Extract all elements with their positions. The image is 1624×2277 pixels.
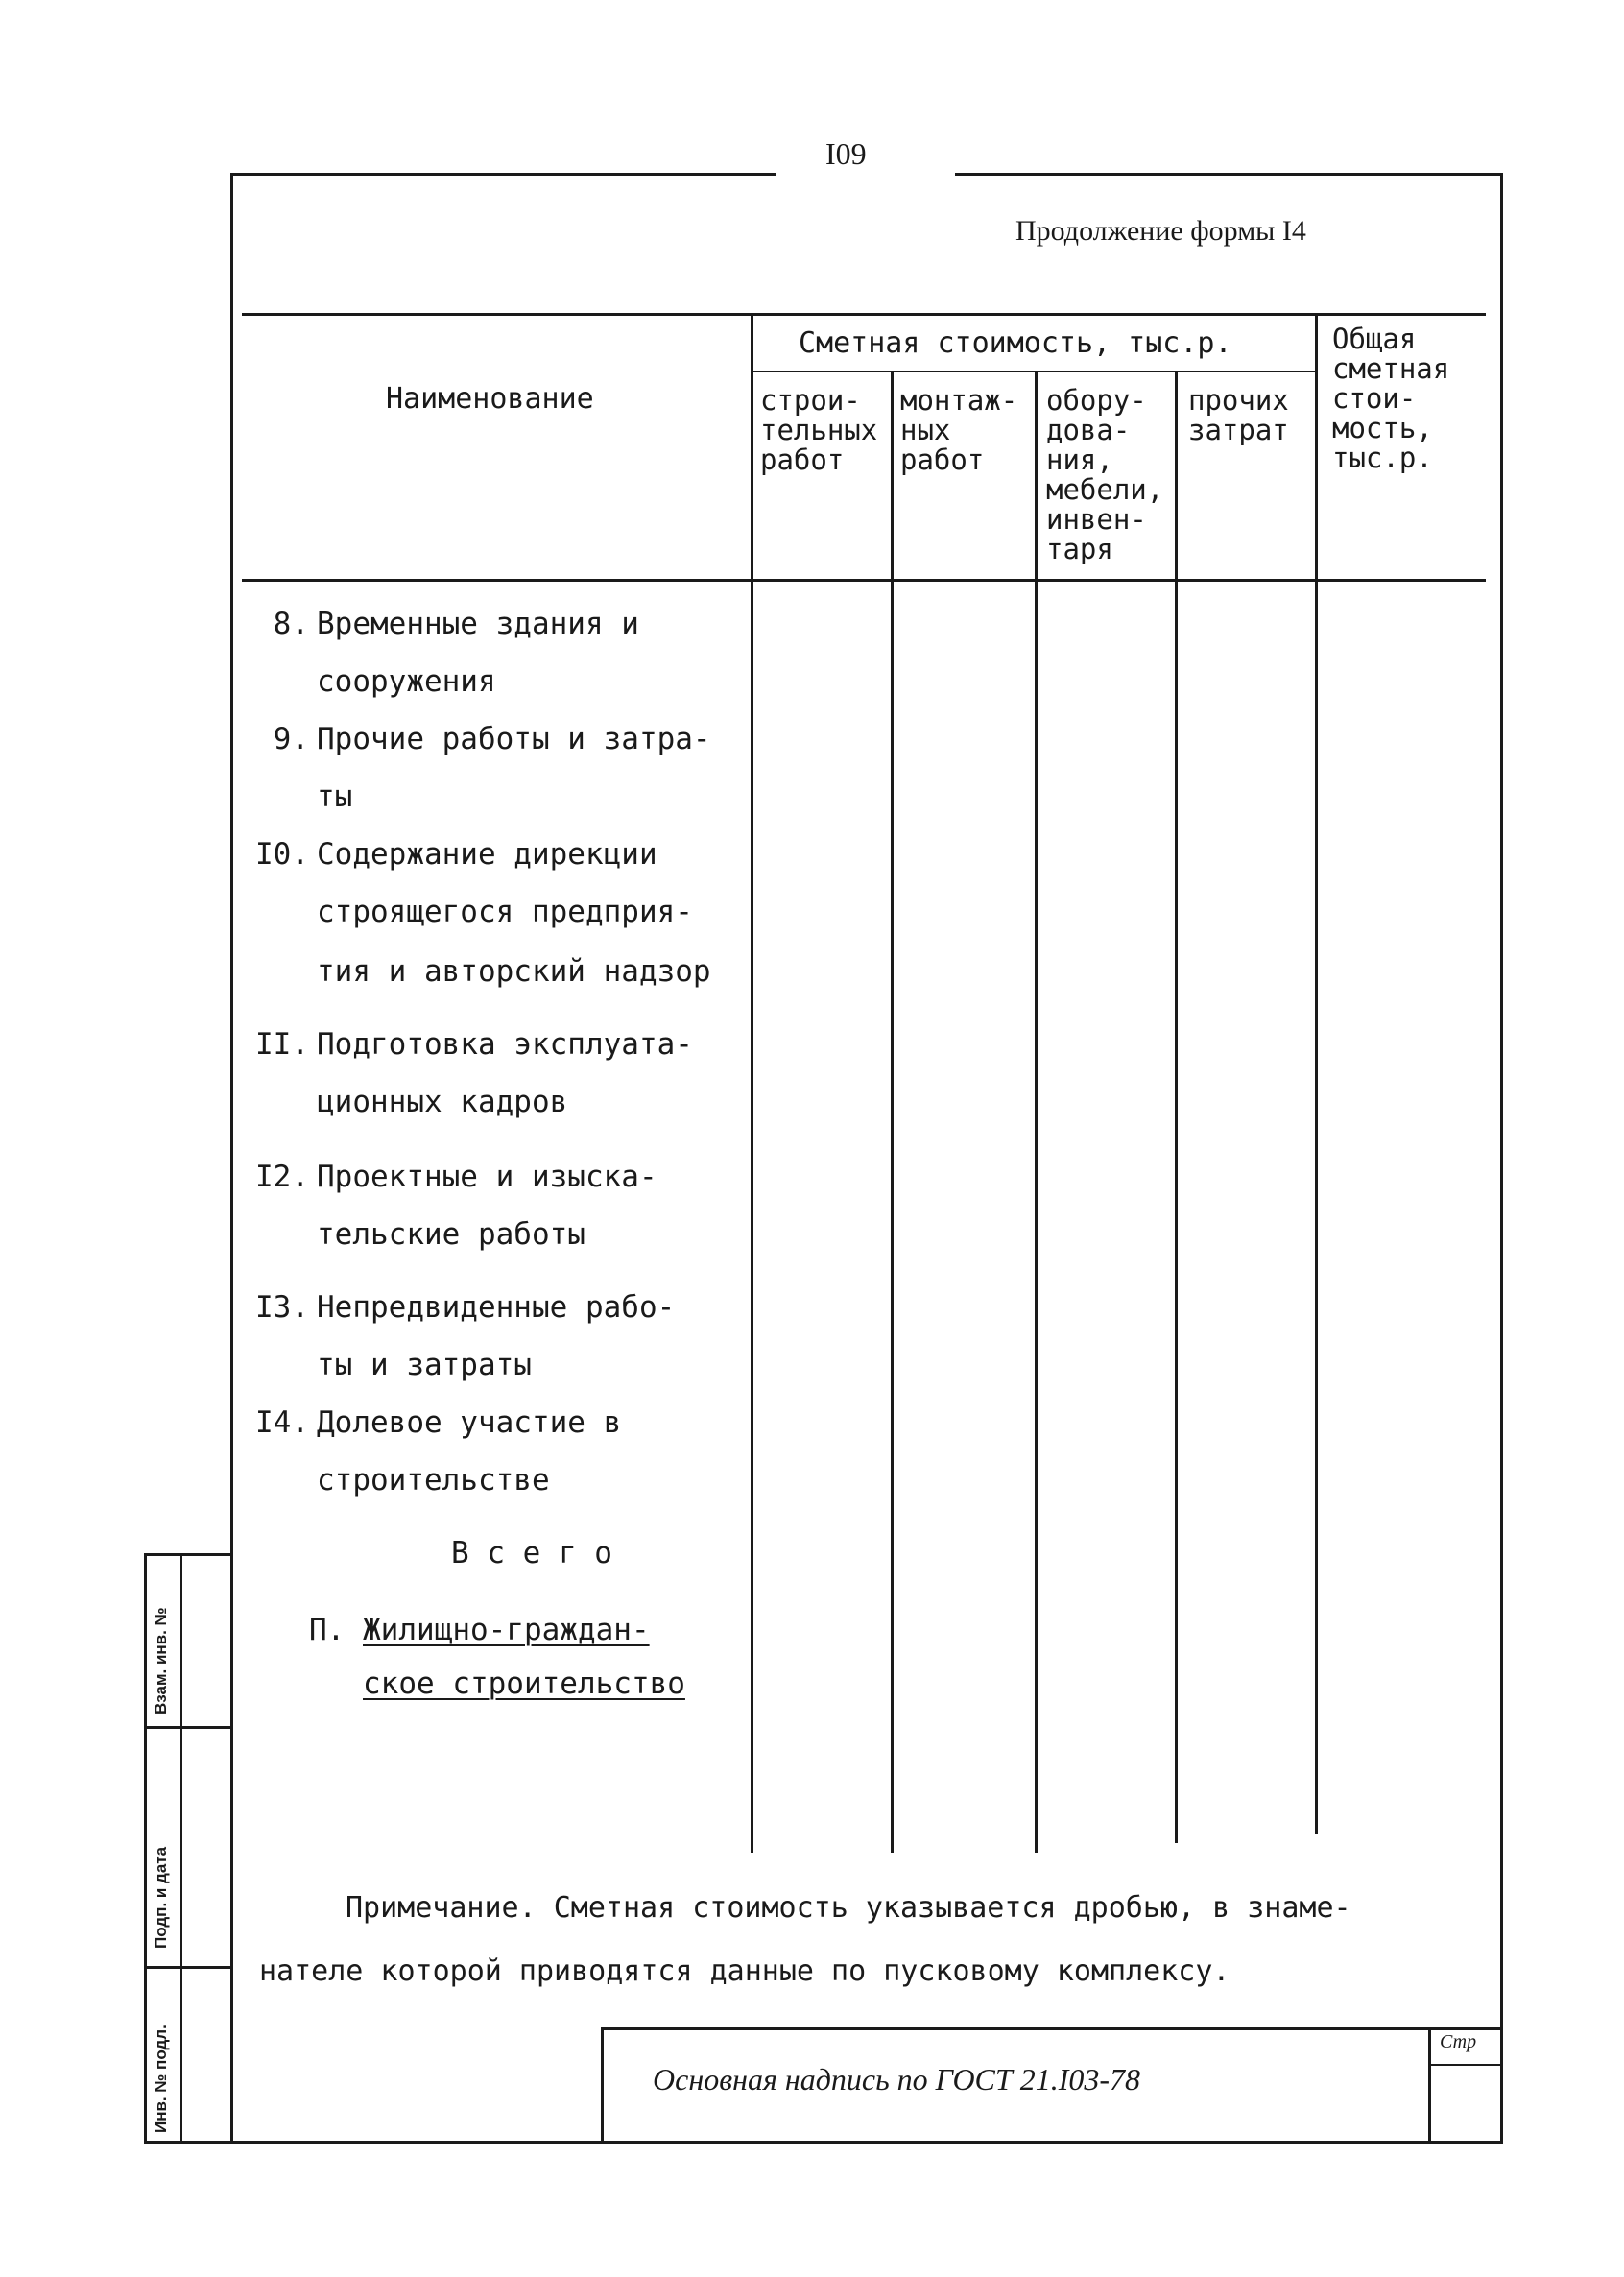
- table-header-bottom-rule: [242, 579, 1486, 582]
- row-number: II.: [255, 1027, 309, 1062]
- header-name: Наименование: [386, 382, 594, 416]
- header-col-construction: строи- тельных работ: [760, 384, 878, 476]
- row-text: ционных кадров: [317, 1085, 568, 1119]
- section-title-line2-wrap: [363, 1655, 685, 1713]
- row-text: ты: [317, 779, 353, 814]
- row-text: Прочие работы и затра-: [317, 722, 711, 756]
- row-number: I4.: [255, 1405, 309, 1440]
- row-text: строящегося предприя-: [317, 895, 693, 929]
- frame-bottom: [144, 2141, 1503, 2144]
- frame-top-left: [230, 173, 776, 176]
- cost-group-rule: [751, 371, 1317, 372]
- header-col-equipment: обору- дова- ния, мебели, инвен- таря: [1046, 384, 1164, 565]
- row-text: Подготовка эксплуата-: [317, 1027, 693, 1062]
- row-number: 8.: [273, 607, 309, 641]
- row-text: сооружения: [317, 664, 496, 699]
- note-line-2: нателе которой приводятся данные по пусковому комплексу.: [259, 1954, 1230, 1988]
- row-text: Содержание дирекции: [317, 837, 657, 872]
- col-divider-3: [1035, 372, 1038, 1853]
- row-text: тельские работы: [317, 1217, 585, 1252]
- row-text: Временные здания и: [317, 607, 639, 641]
- title-block-label: Основная надпись по ГОСТ 21.I03-78: [653, 2062, 1140, 2097]
- row-number: I0.: [255, 837, 309, 872]
- side-strip-mid: [180, 1553, 182, 2143]
- row-number: I3.: [255, 1290, 309, 1325]
- header-cost-group: Сметная стоимость, тыс.р.: [799, 326, 1232, 360]
- col-divider-1: [751, 313, 753, 1853]
- side-label-signature-date: Подп. и дата: [152, 1846, 170, 1949]
- stamp-top: [601, 2027, 1503, 2030]
- row-text: Долевое участие в: [317, 1405, 622, 1440]
- side-label-replacement-inv: Взам. инв. №: [152, 1607, 170, 1714]
- section-title-line1-wrap: [363, 1601, 650, 1659]
- frame-left: [230, 173, 233, 2143]
- page-number: I09: [825, 136, 867, 171]
- row-number: 9.: [273, 722, 309, 756]
- frame-top-right: [955, 173, 1502, 176]
- row-text: ты и затраты: [317, 1348, 532, 1382]
- row-text: строительстве: [317, 1463, 550, 1498]
- stamp-left: [601, 2027, 604, 2143]
- section-number: П.: [309, 1613, 346, 1647]
- side-strip-rule-2: [144, 1966, 232, 1969]
- section-title-line1: Жилищно-граждан-: [363, 1613, 650, 1647]
- total-label: В с е г о: [451, 1536, 612, 1570]
- col-divider-5: [1315, 313, 1318, 1834]
- header-col-other: прочих затрат: [1188, 384, 1289, 446]
- col-divider-2: [891, 372, 894, 1853]
- header-col-installation: монтаж- ных работ: [900, 384, 1018, 476]
- frame-right: [1500, 173, 1503, 2143]
- row-text: Проектные и изыска-: [317, 1160, 657, 1194]
- section-title-line2: ское строительство: [363, 1666, 685, 1701]
- table-top-rule: [242, 313, 1486, 316]
- side-strip-left: [144, 1553, 147, 2143]
- header-col-total: Общая сметная стои- мость, тыс.р.: [1332, 323, 1450, 474]
- stamp-page-rule: [1428, 2064, 1503, 2066]
- form-continuation-label: Продолжение формы I4: [1015, 215, 1306, 247]
- stamp-page-divider: [1428, 2027, 1431, 2143]
- side-strip-top: [144, 1553, 232, 1556]
- row-text: Непредвиденные рабо-: [317, 1290, 676, 1325]
- col-divider-4: [1175, 372, 1178, 1843]
- page-cell-label: Стр: [1440, 2031, 1477, 2052]
- row-text: тия и авторский надзор: [317, 954, 711, 989]
- note-line-1: Примечание. Сметная стоимость указывается дробью, в знаме-: [346, 1891, 1351, 1925]
- side-strip-rule-1: [144, 1726, 232, 1729]
- row-number: I2.: [255, 1160, 309, 1194]
- side-label-original-inv: Инв. № подл.: [152, 2025, 170, 2133]
